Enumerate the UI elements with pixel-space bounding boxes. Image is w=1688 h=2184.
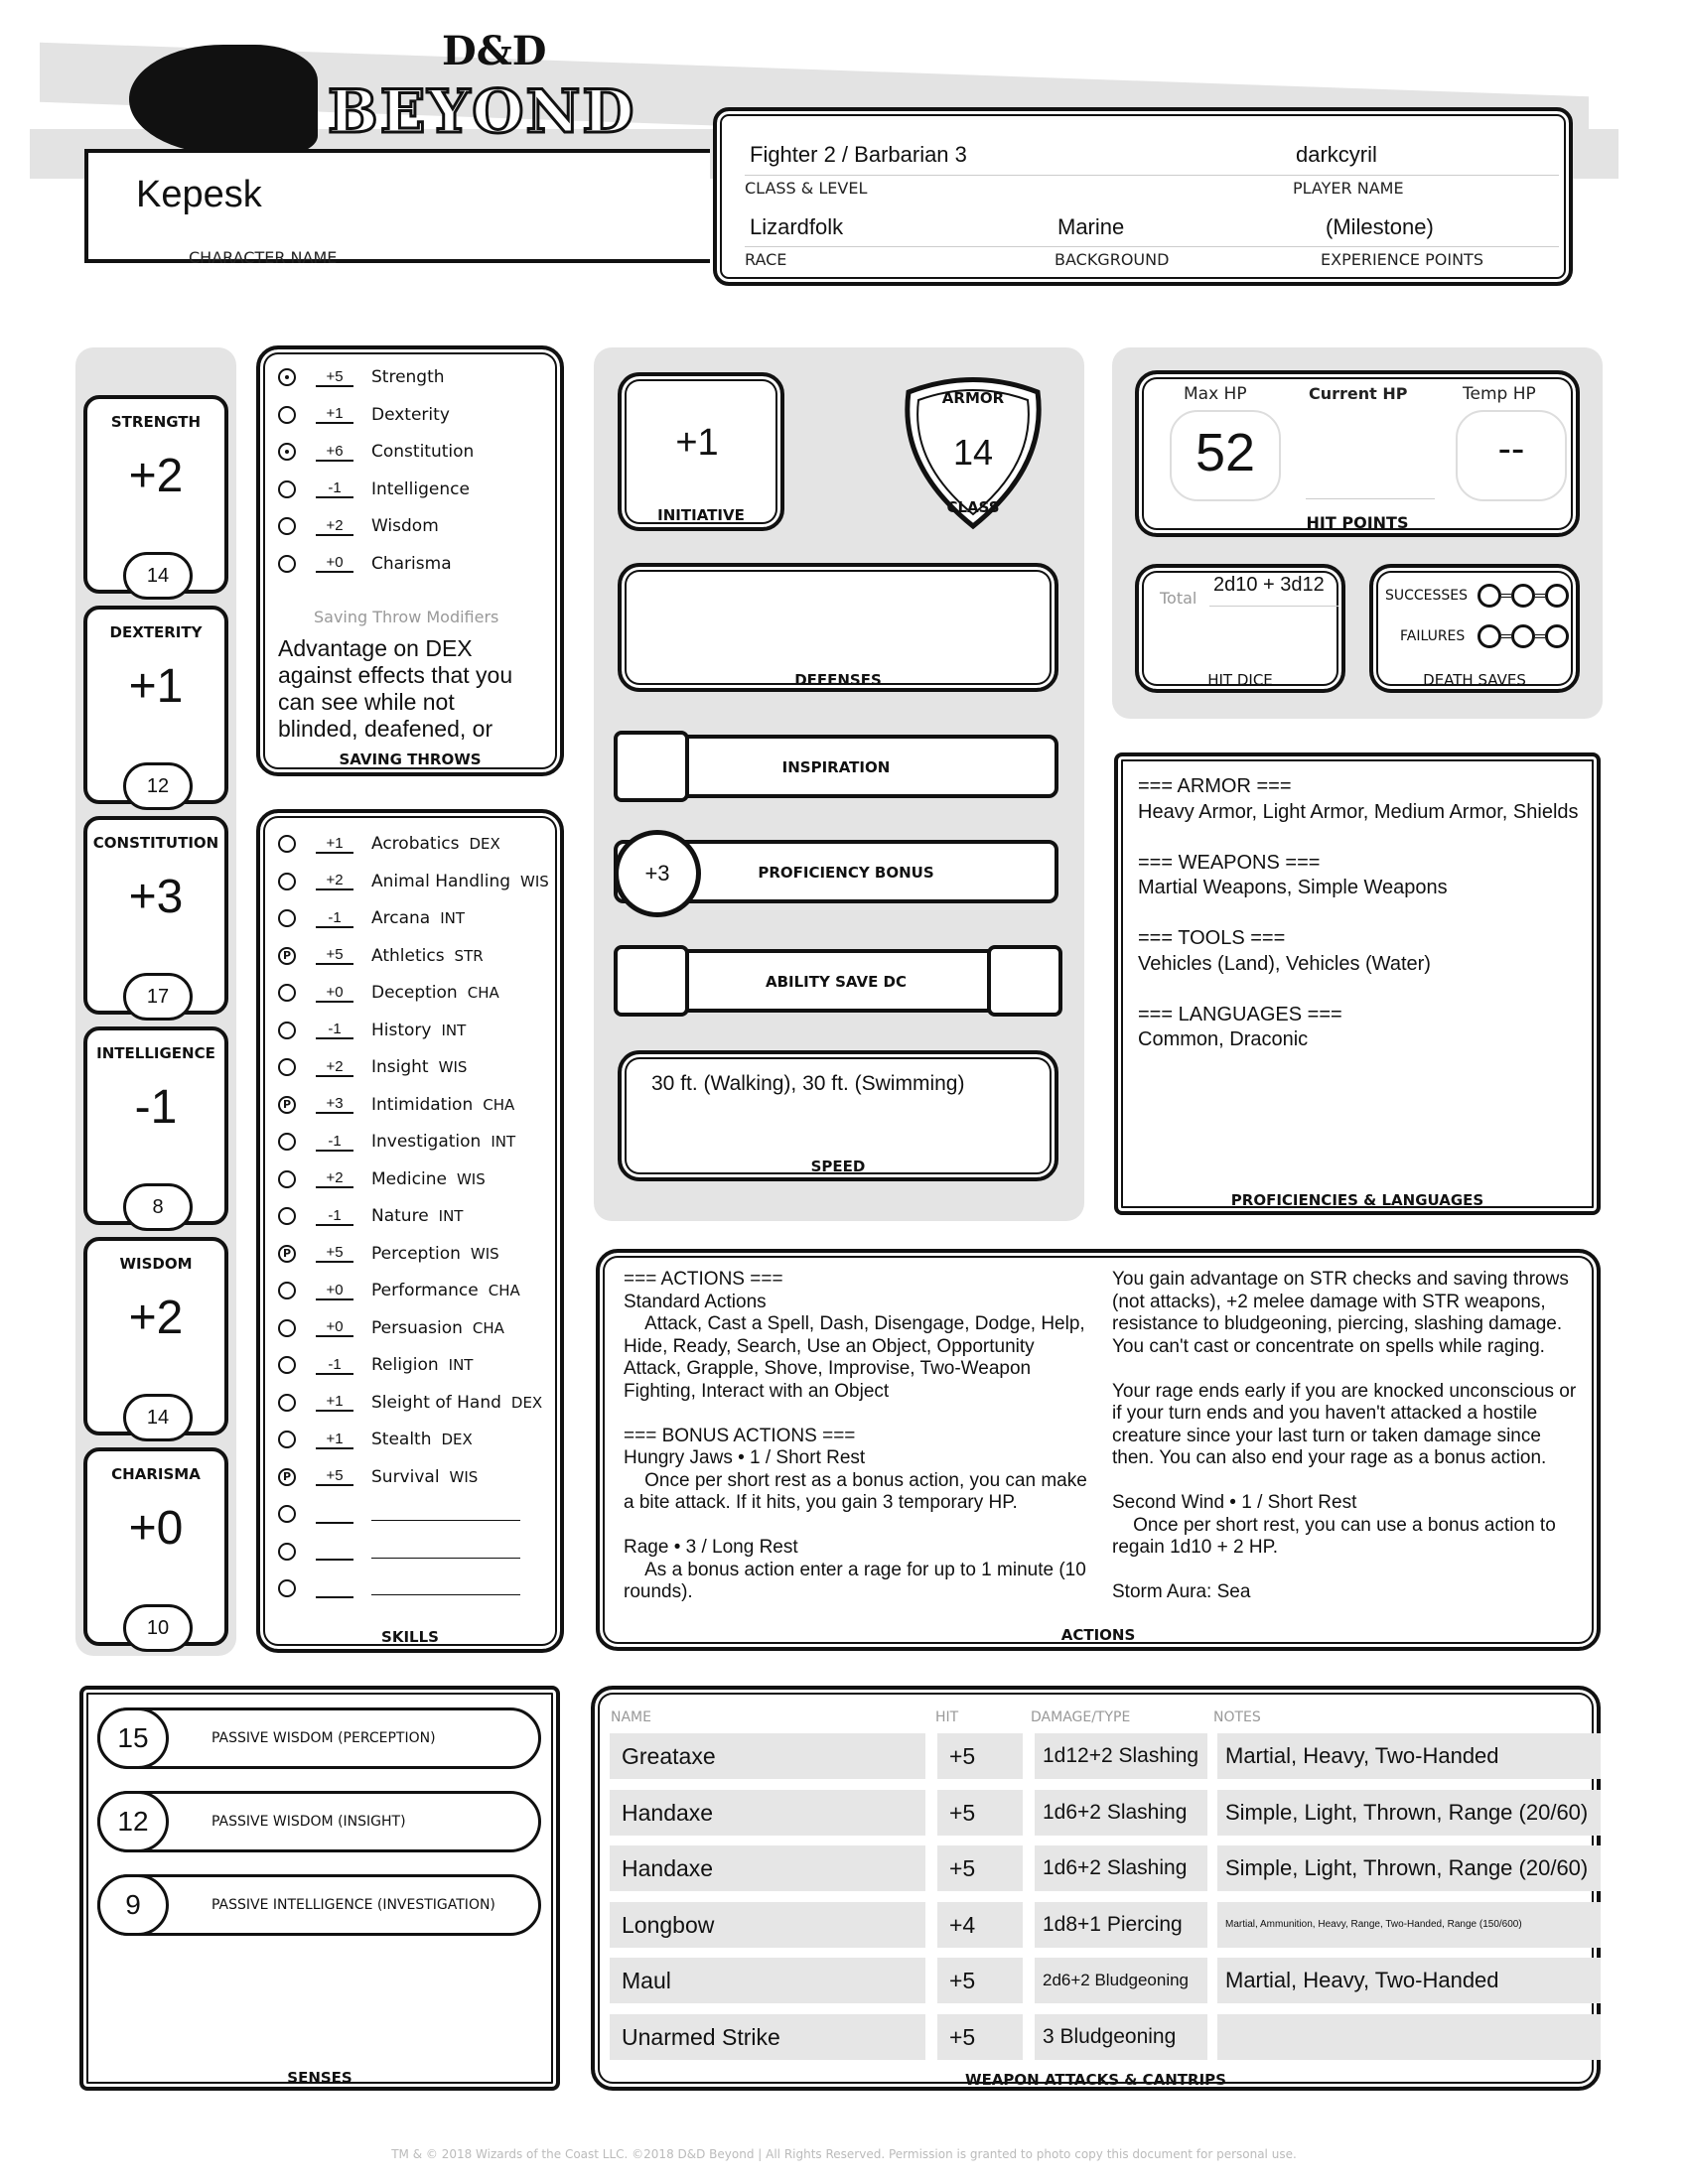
saving-throw-modifier: +6	[316, 443, 353, 462]
ability-modifier: +2	[128, 450, 184, 502]
ability-name: CONSTITUTION	[92, 834, 219, 852]
weapon-hit: +5	[937, 1845, 1023, 1891]
proficiencies-title: PROFICIENCIES & LANGUAGES	[1230, 1191, 1484, 1209]
saving-throw-modifier: -1	[316, 479, 353, 498]
proficient-dot-icon[interactable]	[278, 443, 296, 461]
not-proficient-circle-icon[interactable]	[278, 1356, 296, 1374]
skill-attribute: STR	[454, 946, 484, 965]
skill-name: Perception	[371, 1243, 461, 1264]
skill-name: Stealth	[371, 1430, 432, 1449]
saving-throw-name: Wisdom	[371, 516, 439, 536]
skill-row	[278, 978, 499, 1008]
skill-attribute: INT	[438, 1207, 464, 1225]
skill-row	[278, 903, 465, 933]
skill-modifier: -1	[316, 1207, 353, 1226]
experience-value[interactable]: (Milestone)	[1326, 214, 1434, 239]
actions-title: ACTIONS	[1060, 1626, 1136, 1644]
skill-name: Medicine	[371, 1168, 447, 1189]
logo-dnd: D&D	[442, 28, 547, 74]
ability-strength	[83, 395, 228, 594]
skill-attribute: INT	[440, 909, 466, 927]
saving-throw-modifier: +0	[316, 554, 353, 573]
proficiency-bonus-label: PROFICIENCY BONUS	[758, 864, 934, 882]
skill-modifier: -1	[316, 909, 353, 928]
saving-throw-modifiers-text[interactable]: Advantage on DEX against effects that you can see while not blinded, deafened, or	[278, 635, 513, 742]
success-2[interactable]	[1511, 584, 1535, 608]
skill-attribute: WIS	[470, 1244, 499, 1263]
skill-name: Arcana	[371, 908, 431, 928]
skill-attribute: WIS	[520, 872, 549, 890]
initiative-label: INITIATIVE	[657, 506, 745, 524]
ability-wisdom	[83, 1237, 228, 1435]
skill-attribute: CHA	[467, 984, 499, 1002]
skill-attribute: INT	[491, 1133, 516, 1151]
weapon-hit: +5	[937, 1790, 1023, 1836]
passive-sense	[97, 1707, 541, 1769]
skill-attribute: WIS	[456, 1169, 486, 1188]
current-hp-label: Current HP	[1309, 384, 1408, 403]
skill-row	[278, 1016, 466, 1045]
passive-sense-value: 15	[97, 1707, 169, 1769]
skill-modifier: +2	[316, 1058, 353, 1077]
saving-throws-title: SAVING THROWS	[339, 751, 482, 768]
custom-skill-modifier[interactable]	[316, 1505, 353, 1524]
ability-modifier: +2	[128, 1292, 184, 1344]
skill-modifier: +2	[316, 1169, 353, 1188]
skill-attribute: CHA	[483, 1095, 515, 1114]
proficient-dot-icon[interactable]	[278, 368, 296, 386]
background-value[interactable]: Marine	[1057, 214, 1125, 239]
skill-attribute: WIS	[438, 1058, 468, 1076]
proficiencies-text[interactable]: === ARMOR === Heavy Armor, Light Armor, Medium Armor, Shields === WEAPONS === Martial Weapons, Simple Weapons === TOOLS === Vehicles (Land), Vehicles (Water) === LANGUAGES === Common, Draconic	[1138, 775, 1579, 1050]
skill-name: Investigation	[371, 1132, 482, 1152]
saving-throw-name: Constitution	[371, 442, 475, 462]
death-saves-failures[interactable]	[1477, 624, 1670, 648]
weapon-damage: 3 Bludgeoning	[1035, 2014, 1207, 2060]
ability-name: CHARISMA	[111, 1465, 201, 1483]
skill-modifier: +0	[316, 1318, 353, 1337]
class-level-label: CLASS & LEVEL	[745, 179, 868, 198]
death-saves-successes-label: SUCCESSES	[1385, 588, 1469, 604]
prof-marker: P	[282, 1470, 292, 1483]
current-hp-input[interactable]	[1306, 498, 1435, 499]
skill-row	[278, 1276, 520, 1305]
weapon-damage: 2d6+2 Bludgeoning	[1035, 1958, 1207, 2003]
skill-name: Sleight of Hand	[371, 1392, 501, 1413]
ability-score[interactable]: 8	[123, 1183, 193, 1231]
armor-class-value[interactable]: 14	[952, 432, 994, 473]
skill-row	[278, 867, 549, 896]
weapon-name: Handaxe	[610, 1790, 925, 1836]
weapon-notes: Martial, Heavy, Two-Handed	[1217, 1733, 1601, 1779]
skill-attribute: INT	[441, 1021, 467, 1039]
skill-row	[278, 1388, 542, 1418]
not-proficient-circle-icon[interactable]	[278, 1170, 296, 1188]
prof-marker: P	[282, 1247, 292, 1260]
ability-score[interactable]: 17	[123, 973, 193, 1021]
skill-modifier: +3	[316, 1095, 353, 1114]
failure-3[interactable]	[1545, 624, 1569, 648]
ability-modifier: -1	[134, 1081, 178, 1134]
weapon-name: Maul	[610, 1958, 925, 2003]
ability-name: INTELLIGENCE	[96, 1044, 215, 1062]
not-proficient-circle-icon[interactable]	[278, 406, 296, 424]
defenses-label: DEFENSES	[794, 671, 882, 689]
actions-right-text[interactable]: You gain advantage on STR checks and saving throws (not attacks), +2 melee damage with STR weapons, resistance to bludgeoning, piercing, slashing damage. You can't cast or concentrate on spells while raging. Your rage ends early if you are knocked unconscious or if your turn ends and you haven't attacked a hostile creature since your last turn or taken damage since then. You can also end your rage as a bonus action. Second Wind • 1 / Short Rest Once per short rest, you can use a bonus action to regain 1d10 + 2 HP. Storm Aura: Sea	[1112, 1269, 1577, 1602]
speed-label: SPEED	[810, 1158, 866, 1175]
weapon-hit: +5	[937, 2014, 1023, 2060]
race-label: RACE	[745, 250, 787, 269]
skill-modifier: +2	[316, 872, 353, 890]
skill-attribute: DEX	[510, 1393, 543, 1412]
skill-name: Religion	[371, 1355, 439, 1375]
ability-name: WISDOM	[119, 1255, 193, 1273]
skill-row	[278, 1052, 467, 1082]
death-saves-failures-label: FAILURES	[1400, 628, 1466, 644]
skill-modifier: +1	[316, 1431, 353, 1449]
not-proficient-circle-icon[interactable]	[278, 1058, 296, 1076]
background-label: BACKGROUND	[1055, 250, 1170, 269]
ability-save-dc-label: ABILITY SAVE DC	[765, 973, 907, 991]
not-proficient-circle-icon[interactable]	[278, 1207, 296, 1225]
proficiency-p-icon[interactable]	[278, 947, 296, 965]
success-3[interactable]	[1545, 584, 1569, 608]
not-proficient-circle-icon[interactable]	[278, 984, 296, 1002]
weapon-damage: 1d6+2 Slashing	[1035, 1845, 1207, 1891]
proficiency-p-icon[interactable]	[278, 1468, 296, 1486]
proficiency-p-icon[interactable]	[278, 1096, 296, 1114]
ability-score[interactable]: 10	[123, 1604, 193, 1652]
custom-skill-name[interactable]	[371, 1545, 520, 1559]
ability-constitution	[83, 816, 228, 1015]
not-proficient-circle-icon[interactable]	[278, 1543, 296, 1561]
saving-throw-name: Strength	[371, 367, 445, 387]
weapon-name: Unarmed Strike	[610, 2014, 925, 2060]
proficiency-p-icon[interactable]	[278, 1245, 296, 1263]
skill-name: Deception	[371, 983, 458, 1003]
weapon-damage: 1d8+1 Piercing	[1035, 1902, 1207, 1948]
not-proficient-circle-icon[interactable]	[278, 873, 296, 890]
skill-modifier: -1	[316, 1021, 353, 1039]
ability-modifier: +3	[128, 871, 184, 923]
custom-skill-modifier[interactable]	[316, 1542, 353, 1561]
weapon-damage: 1d6+2 Slashing	[1035, 1790, 1207, 1836]
divider	[745, 246, 1559, 247]
weapon-notes	[1217, 2014, 1601, 2060]
skill-row	[278, 941, 484, 971]
ability-intelligence	[83, 1026, 228, 1225]
skill-name: Insight	[371, 1057, 429, 1077]
max-hp-label: Max HP	[1184, 384, 1247, 404]
hit-dice-value[interactable]: 2d10 + 3d12	[1213, 574, 1325, 596]
inspiration-label: INSPIRATION	[781, 758, 891, 776]
skill-attribute: INT	[448, 1356, 474, 1374]
not-proficient-circle-icon[interactable]	[278, 517, 296, 535]
saving-throw-row	[278, 362, 445, 392]
weapon-notes: Martial, Ammunition, Heavy, Range, Two-Handed, Range (150/600)	[1217, 1902, 1601, 1948]
saving-throw-modifier: +5	[316, 368, 353, 387]
skill-modifier: +1	[316, 835, 353, 854]
experience-label: EXPERIENCE POINTS	[1321, 250, 1483, 269]
skill-modifier: -1	[316, 1356, 353, 1375]
ability-charisma	[83, 1447, 228, 1646]
not-proficient-circle-icon[interactable]	[278, 909, 296, 927]
saving-throw-row	[278, 400, 450, 430]
skill-attribute: CHA	[472, 1318, 504, 1337]
dragon-logo-icon	[129, 45, 318, 154]
custom-skill-name[interactable]	[371, 1581, 520, 1595]
weapons-header-name: NAME	[611, 1709, 651, 1725]
ability-score[interactable]: 14	[123, 1394, 193, 1441]
custom-skill-name[interactable]	[371, 1507, 520, 1521]
weapon-name: Longbow	[610, 1902, 925, 1948]
skill-row	[278, 1127, 515, 1157]
hit-dice-title: HIT DICE	[1207, 671, 1273, 689]
armor-label-bottom: CLASS	[946, 498, 1000, 516]
hit-dice-total-label: Total	[1160, 589, 1197, 608]
saving-throw-modifier: +2	[316, 517, 353, 536]
class-level-value[interactable]: Fighter 2 / Barbarian 3	[750, 142, 967, 167]
skill-name: Survival	[371, 1466, 440, 1487]
save-dc-endcap-left	[614, 945, 689, 1017]
not-proficient-circle-icon[interactable]	[278, 480, 296, 498]
character-name-value[interactable]: Kepesk	[136, 174, 262, 215]
weapons-header-notes: NOTES	[1213, 1709, 1261, 1725]
weapon-notes: Martial, Heavy, Two-Handed	[1217, 1958, 1601, 2003]
player-name-label: PLAYER NAME	[1293, 179, 1404, 198]
armor-label-top: ARMOR	[941, 389, 1005, 407]
skill-modifier: +0	[316, 1282, 353, 1300]
ability-dexterity	[83, 606, 228, 804]
ability-score[interactable]: 12	[123, 762, 193, 810]
saving-throw-name: Intelligence	[371, 478, 470, 499]
skill-modifier: -1	[316, 1133, 353, 1152]
skill-row	[278, 1313, 504, 1343]
not-proficient-circle-icon[interactable]	[278, 1133, 296, 1151]
inspiration-check[interactable]	[614, 731, 689, 802]
skill-modifier: +0	[316, 984, 353, 1003]
prof-marker: P	[282, 1098, 292, 1111]
saving-throw-row	[278, 549, 452, 579]
not-proficient-circle-icon[interactable]	[278, 1282, 296, 1299]
not-proficient-circle-icon[interactable]	[278, 1319, 296, 1337]
proficiency-bonus-value: +3	[614, 830, 701, 917]
player-name-value[interactable]: darkcyril	[1296, 142, 1377, 167]
weapon-notes: Simple, Light, Thrown, Range (20/60)	[1217, 1790, 1601, 1836]
saving-throw-row	[278, 437, 474, 467]
skill-row	[278, 1425, 473, 1454]
skill-attribute: WIS	[449, 1467, 479, 1486]
passive-sense-value: 12	[97, 1791, 169, 1852]
death-saves-successes[interactable]	[1477, 584, 1670, 608]
custom-skill-row[interactable]	[278, 1537, 520, 1567]
weapon-damage: 1d12+2 Slashing	[1035, 1733, 1207, 1779]
skill-row	[278, 1164, 486, 1194]
custom-skill-row[interactable]	[278, 1573, 520, 1603]
footer-copyright: TM & © 2018 Wizards of the Coast LLC. ©2018 D&D Beyond | All Rights Reserved. Permission is granted to photo copy this document for personal use.	[391, 2147, 1297, 2161]
passive-sense-label: PASSIVE INTELLIGENCE (INVESTIGATION)	[211, 1897, 495, 1913]
weapon-hit: +5	[937, 1733, 1023, 1779]
temp-hp-label: Temp HP	[1463, 384, 1536, 404]
divider	[1209, 606, 1338, 607]
ability-score[interactable]: 14	[123, 552, 193, 600]
saving-throw-modifiers-label: Saving Throw Modifiers	[314, 608, 499, 626]
not-proficient-circle-icon[interactable]	[278, 1394, 296, 1412]
passive-sense-value: 9	[97, 1874, 169, 1936]
actions-left-text[interactable]: === ACTIONS === Standard Actions Attack, Cast a Spell, Dash, Disengage, Dodge, Help, Hide, Ready, Search, Use an Object, Opportunity Attack, Grapple, Shove, Improvise, Two-Weapon Fighting, Interact with an Object === BONUS ACTIONS === Hungry Jaws • 1 / Short Rest Once per short rest as a bonus action, you can make a bite attack. If it hits, you gain 3 temporary HP. Rage • 3 / Long Rest As a bonus action enter a rage for up to 1 minute (10 rounds).	[624, 1269, 1087, 1602]
skill-name: Animal Handling	[371, 871, 511, 891]
skill-name: Nature	[371, 1206, 429, 1226]
death-saves-title: DEATH SAVES	[1423, 671, 1526, 689]
not-proficient-circle-icon[interactable]	[278, 1431, 296, 1448]
skill-attribute: DEX	[469, 835, 500, 853]
skill-name: Intimidation	[371, 1094, 474, 1115]
weapons-title: WEAPON ATTACKS & CANTRIPS	[965, 2071, 1226, 2089]
saving-throw-modifier: +1	[316, 405, 353, 424]
passive-sense-label: PASSIVE WISDOM (PERCEPTION)	[211, 1730, 436, 1746]
skill-row	[278, 1462, 478, 1492]
character-name-label: CHARACTER NAME	[189, 248, 338, 267]
skill-row	[278, 1239, 499, 1269]
skill-attribute: DEX	[441, 1431, 473, 1448]
skill-name: History	[371, 1020, 432, 1040]
saving-throw-name: Dexterity	[371, 404, 450, 425]
not-proficient-circle-icon[interactable]	[278, 1022, 296, 1039]
weapon-hit: +5	[937, 1958, 1023, 2003]
skills-title: SKILLS	[381, 1628, 439, 1646]
ability-modifier: +0	[128, 1502, 184, 1555]
ability-modifier: +1	[128, 660, 184, 713]
initiative-value[interactable]: +1	[675, 422, 719, 464]
custom-skill-modifier[interactable]	[316, 1579, 353, 1598]
ability-name: STRENGTH	[110, 413, 202, 431]
not-proficient-circle-icon[interactable]	[278, 555, 296, 573]
speed-value[interactable]: 30 ft. (Walking), 30 ft. (Swimming)	[651, 1072, 965, 1095]
saving-throw-row	[278, 475, 470, 504]
logo-beyond: BEYOND	[328, 77, 636, 147]
saving-throw-row	[278, 511, 439, 541]
skill-name: Athletics	[371, 945, 445, 966]
skill-name: Acrobatics	[371, 834, 460, 854]
passive-sense	[97, 1791, 541, 1852]
hit-points-title: HIT POINTS	[1306, 513, 1409, 532]
not-proficient-circle-icon[interactable]	[278, 835, 296, 853]
failure-1[interactable]	[1477, 624, 1501, 648]
skill-modifier: +5	[316, 1467, 353, 1486]
skill-row	[278, 829, 500, 859]
temp-hp-value[interactable]: --	[1497, 427, 1525, 471]
passive-sense-label: PASSIVE WISDOM (INSIGHT)	[211, 1814, 406, 1830]
skill-row	[278, 1201, 463, 1231]
weapons-header-hit: HIT	[935, 1709, 959, 1725]
skill-row	[278, 1090, 514, 1120]
saving-throw-name: Charisma	[371, 553, 452, 574]
weapon-notes: Simple, Light, Thrown, Range (20/60)	[1217, 1845, 1601, 1891]
skill-modifier: +5	[316, 1244, 353, 1263]
skill-name: Performance	[371, 1281, 479, 1300]
skill-modifier: +1	[316, 1393, 353, 1412]
weapon-name: Greataxe	[610, 1733, 925, 1779]
skill-row	[278, 1350, 473, 1380]
skill-attribute: CHA	[488, 1282, 520, 1299]
custom-skill-row[interactable]	[278, 1499, 520, 1529]
not-proficient-circle-icon[interactable]	[278, 1579, 296, 1597]
weapon-name: Handaxe	[610, 1845, 925, 1891]
success-1[interactable]	[1477, 584, 1501, 608]
race-value[interactable]: Lizardfolk	[750, 214, 844, 239]
weapons-header-damage: DAMAGE/TYPE	[1031, 1709, 1131, 1725]
save-dc-endcap-right	[987, 945, 1062, 1017]
passive-sense	[97, 1874, 541, 1936]
skill-name: Persuasion	[371, 1317, 463, 1338]
divider	[745, 175, 1559, 176]
ability-name: DEXTERITY	[109, 623, 203, 641]
max-hp-value: 52	[1195, 423, 1256, 482]
senses-title: SENSES	[287, 2069, 352, 2087]
prof-marker: P	[282, 949, 292, 962]
failure-2[interactable]	[1511, 624, 1535, 648]
not-proficient-circle-icon[interactable]	[278, 1505, 296, 1523]
skill-modifier: +5	[316, 946, 353, 965]
weapon-hit: +4	[937, 1902, 1023, 1948]
